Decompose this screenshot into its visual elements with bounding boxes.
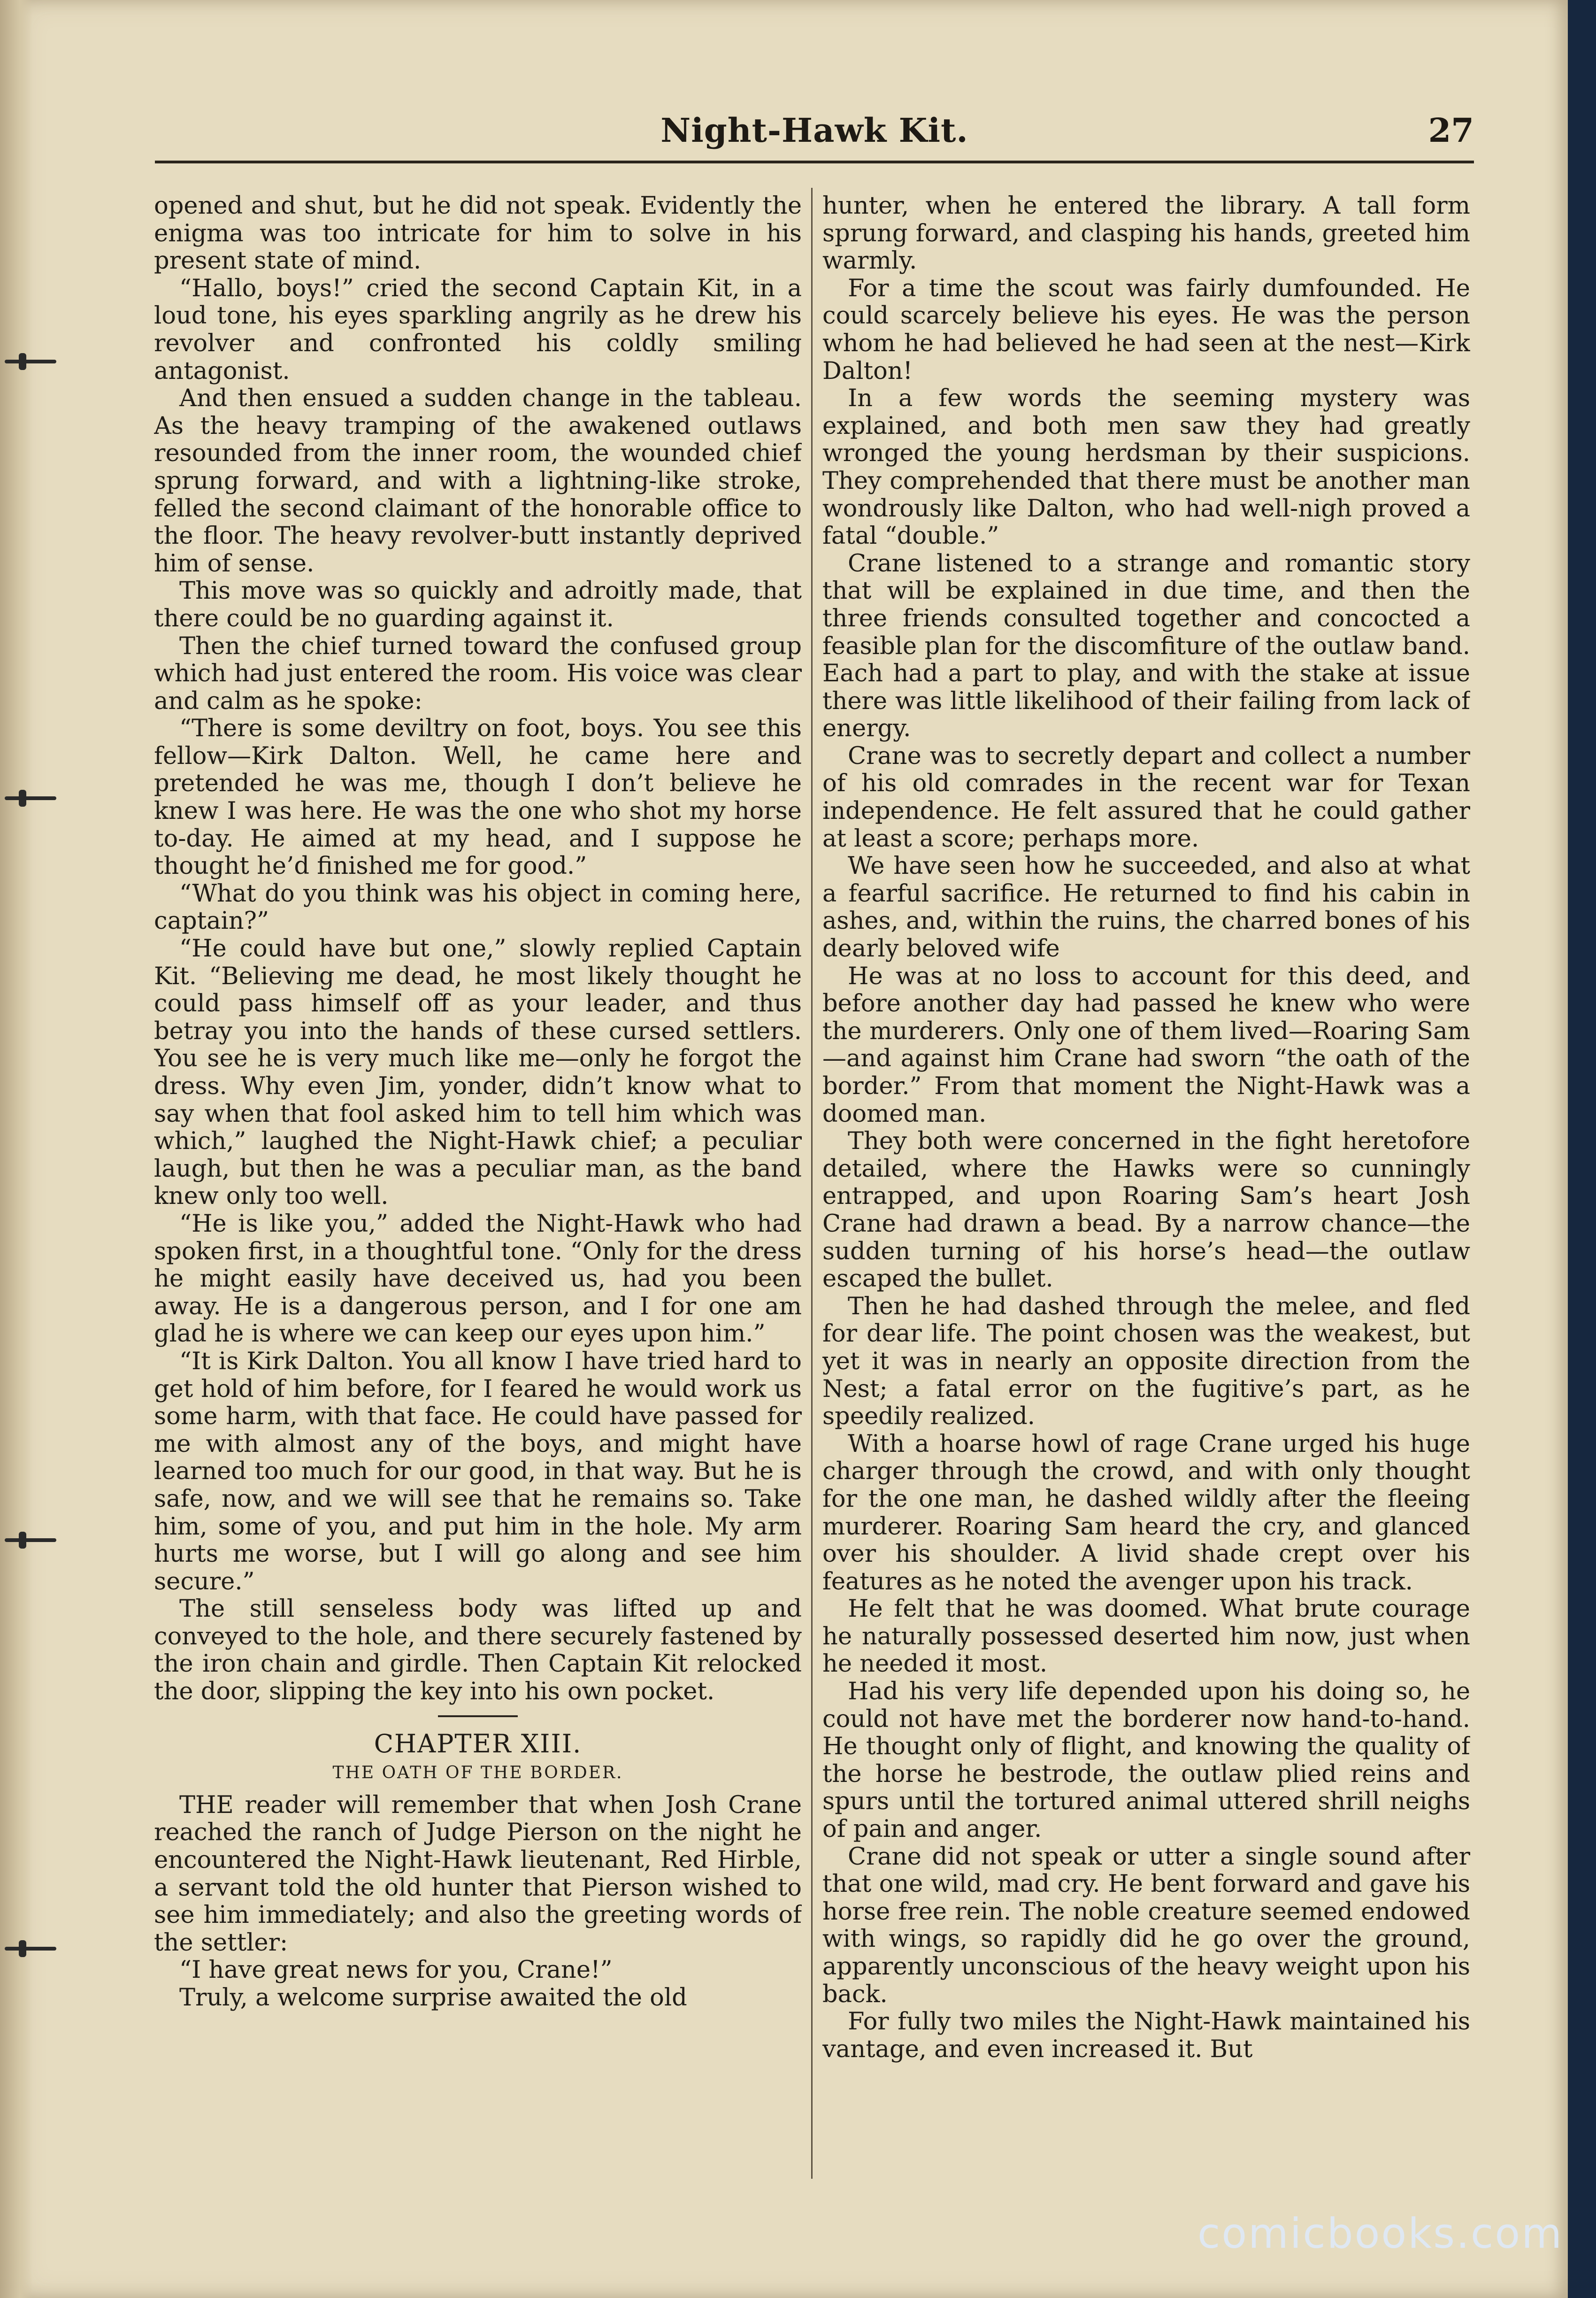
paragraph: For a time the scout was fairly dumfounded. He could scarcely believe his eyes. He was the person whom he had believed he had seen at the nest—Kirk Dalton! (822, 274, 1470, 385)
paragraph: THE reader will remember that when Josh Crane reached the ranch of Judge Pierson on the night he encountered the Night-Hawk lieutenant, Red Hirble, a servant told the old hunter that Pierson wished to see him immediately; and also the greeting words of the settler: (154, 1791, 802, 1957)
paragraph: The still senseless body was lifted up and conveyed to the hole, and there securely fastened by the iron chain and girdle. Then Captain Kit relocked the door, slipping the key into his own pocket. (154, 1595, 802, 1706)
paragraph: Truly, a welcome surprise awaited the old (179, 1984, 687, 2012)
paragraph: This move was so quickly and adroitly made, that there could be no guarding against it. (154, 577, 802, 632)
paragraph: “He is like you,” added the Night-Hawk who had spoken first, in a thoughtful tone. “Only for the dress he might easily have deceived us, had you been away. He is a dangerous person, and I for one am glad he is where we can keep our eyes upon him.” (154, 1210, 802, 1348)
paragraph: hunter, when he entered the library. A tall form sprung forward, and clasping his hands, greeted him warmly. (822, 193, 1470, 275)
chapter-subtitle: THE OATH OF THE BORDER. (332, 1763, 623, 1783)
paragraph: “What do you think was his object in coming here, captain?” (154, 879, 802, 935)
paragraph: Then the chief turned toward the confused group which had just entered the room. His voice was clear and calm as he spoke: (154, 632, 802, 715)
paragraph: “I have great news for you, Crane!” (179, 1956, 613, 1984)
paragraph: And then ensued a sudden change in the tableau. As the heavy tramping of the awakened outlaws resounded from the inner room, the wounded chief sprung forward, and with a lightning-like stroke, felled the second claimant of the honorable office to the floor. The heavy revolver-butt instantly deprived him of sense. (154, 385, 802, 578)
paragraph: Crane listened to a strange and romantic story that will be explained in due time, and then the three friends consulted together and concocted a feasible plan for the discomfiture of the outlaw band. Each had a part to play, and with the stake at issue there was little likelihood of their failing from lack of energy. (822, 549, 1470, 743)
right-column (822, 193, 1470, 2193)
chapter-title: CHAPTER XIII. (374, 1728, 582, 1758)
binding-stitch (5, 1939, 56, 1958)
paragraph: Crane was to secretly depart and collect a number of his old comrades in the recent war for Texan independence. He felt assured that he could gather at least a score; perhaps more. (822, 742, 1470, 853)
paragraph: He was at no loss to account for this deed, and before another day had passed he knew who were the murderers. Only one of them lived—Roaring Sam—and against him Crane had sworn “the oath of the border.” From that moment the Night-Hawk was a doomed man. (822, 962, 1470, 1128)
paragraph: In a few words the seeming mystery was explained, and both men saw they had greatly wronged the young herdsman by their suspicions. They comprehended that there must be another man wondrously like Dalton, who had well-nigh proved a fatal “double.” (822, 385, 1470, 550)
paragraph: Then he had dashed through the melee, and fled for dear life. The point chosen was the weakest, but yet it was in nearly an opposite direction from the Nest; a fatal error on the fugitive’s part, as he speedily realized. (822, 1292, 1470, 1431)
paragraph: “It is Kirk Dalton. You all know I have tried hard to get hold of him before, for I feared he would work us some harm, with that face. He could have passed for me with almost any of the boys, and might have learned too much for our good, in that way. But he is safe, now, and we will see that he remains so. Take him, some of you, and put him in the hole. My arm hurts me worse, but I will go along and see him secure.” (154, 1347, 802, 1596)
paragraph: “He could have but one,” slowly replied Captain Kit. “Believing me dead, he most likely thought he could pass himself off as your leader, and thus betray you into the hands of these cursed settlers. You see he is very much like me—only he forgot the dress. Why even Jim, yonder, didn’t know what to say when that fool asked him to tell him which was which,” laughed the Night-Hawk chief; a peculiar laugh, but then he was a peculiar man, as the band knew only too well. (154, 935, 802, 1211)
binding-stitch (5, 789, 56, 808)
paragraph: “Hallo, boys!” cried the second Captain Kit, in a loud tone, his eyes sparkling angrily as he drew his revolver and confronted his coldly smiling antagonist. (154, 274, 802, 385)
binding-stitch (5, 352, 56, 371)
left-column (154, 193, 802, 2193)
paragraph: We have seen how he succeeded, and also at what a fearful sacrifice. He returned to find his cabin in ashes, and, within the ruins, the charred bones of his dearly beloved wife (822, 852, 1470, 963)
page-number: 27 (1428, 111, 1474, 150)
header-rule (155, 161, 1474, 163)
paragraph: He felt that he was doomed. What brute courage he naturally possessed deserted him now, just when he needed it most. (822, 1595, 1470, 1678)
column-divider (811, 188, 813, 2179)
paragraph: For fully two miles the Night-Hawk maintained his vantage, and even increased it. But (822, 2008, 1470, 2063)
paragraph: Crane did not speak or utter a single sound after that one wild, mad cry. He bent forward and gave his horse free rein. The noble creature seemed endowed with wings, so rapidly did he go over the ground, apparently unconscious of the heavy weight upon his back. (822, 1843, 1470, 2008)
running-head (155, 111, 1474, 162)
paragraph: With a hoarse howl of rage Crane urged his huge charger through the crowd, and with only thought for the one man, he dashed wildly after the fleeing murderer. Roaring Sam heard the cry, and glanced over his shoulder. A livid shade crept over his features as he noted the avenger upon his track. (822, 1430, 1470, 1596)
running-title: Night-Hawk Kit. (660, 111, 968, 150)
chapter-divider (438, 1715, 518, 1717)
paragraph: “There is some deviltry on foot, boys. You see this fellow—Kirk Dalton. Well, he came here and pretended he was me, though I don’t believe he knew I was here. He was the one who shot my horse to-day. He aimed at my head, and I suppose he thought he’d finished me for good.” (154, 715, 802, 880)
paragraph: opened and shut, but he did not speak. Evidently the enigma was too intricate for him to solve in his present state of mind. (154, 193, 802, 275)
watermark: comicbooks.com (1197, 2209, 1563, 2258)
paragraph: They both were concerned in the fight heretofore detailed, where the Hawks were so cunningly entrapped, and upon Roaring Sam’s heart Josh Crane had drawn a bead. By a narrow chance—the sudden turning of his horse’s head—the outlaw escaped the bullet. (822, 1127, 1470, 1293)
binding-stitch (5, 1531, 56, 1550)
paragraph: Had his very life depended upon his doing so, he could not have met the borderer now hand-to-hand. He thought only of flight, and knowing the quality of the horse he bestrode, the outlaw plied reins and spurs until the tortured animal uttered shrill neighs of pain and anger. (822, 1678, 1470, 1843)
